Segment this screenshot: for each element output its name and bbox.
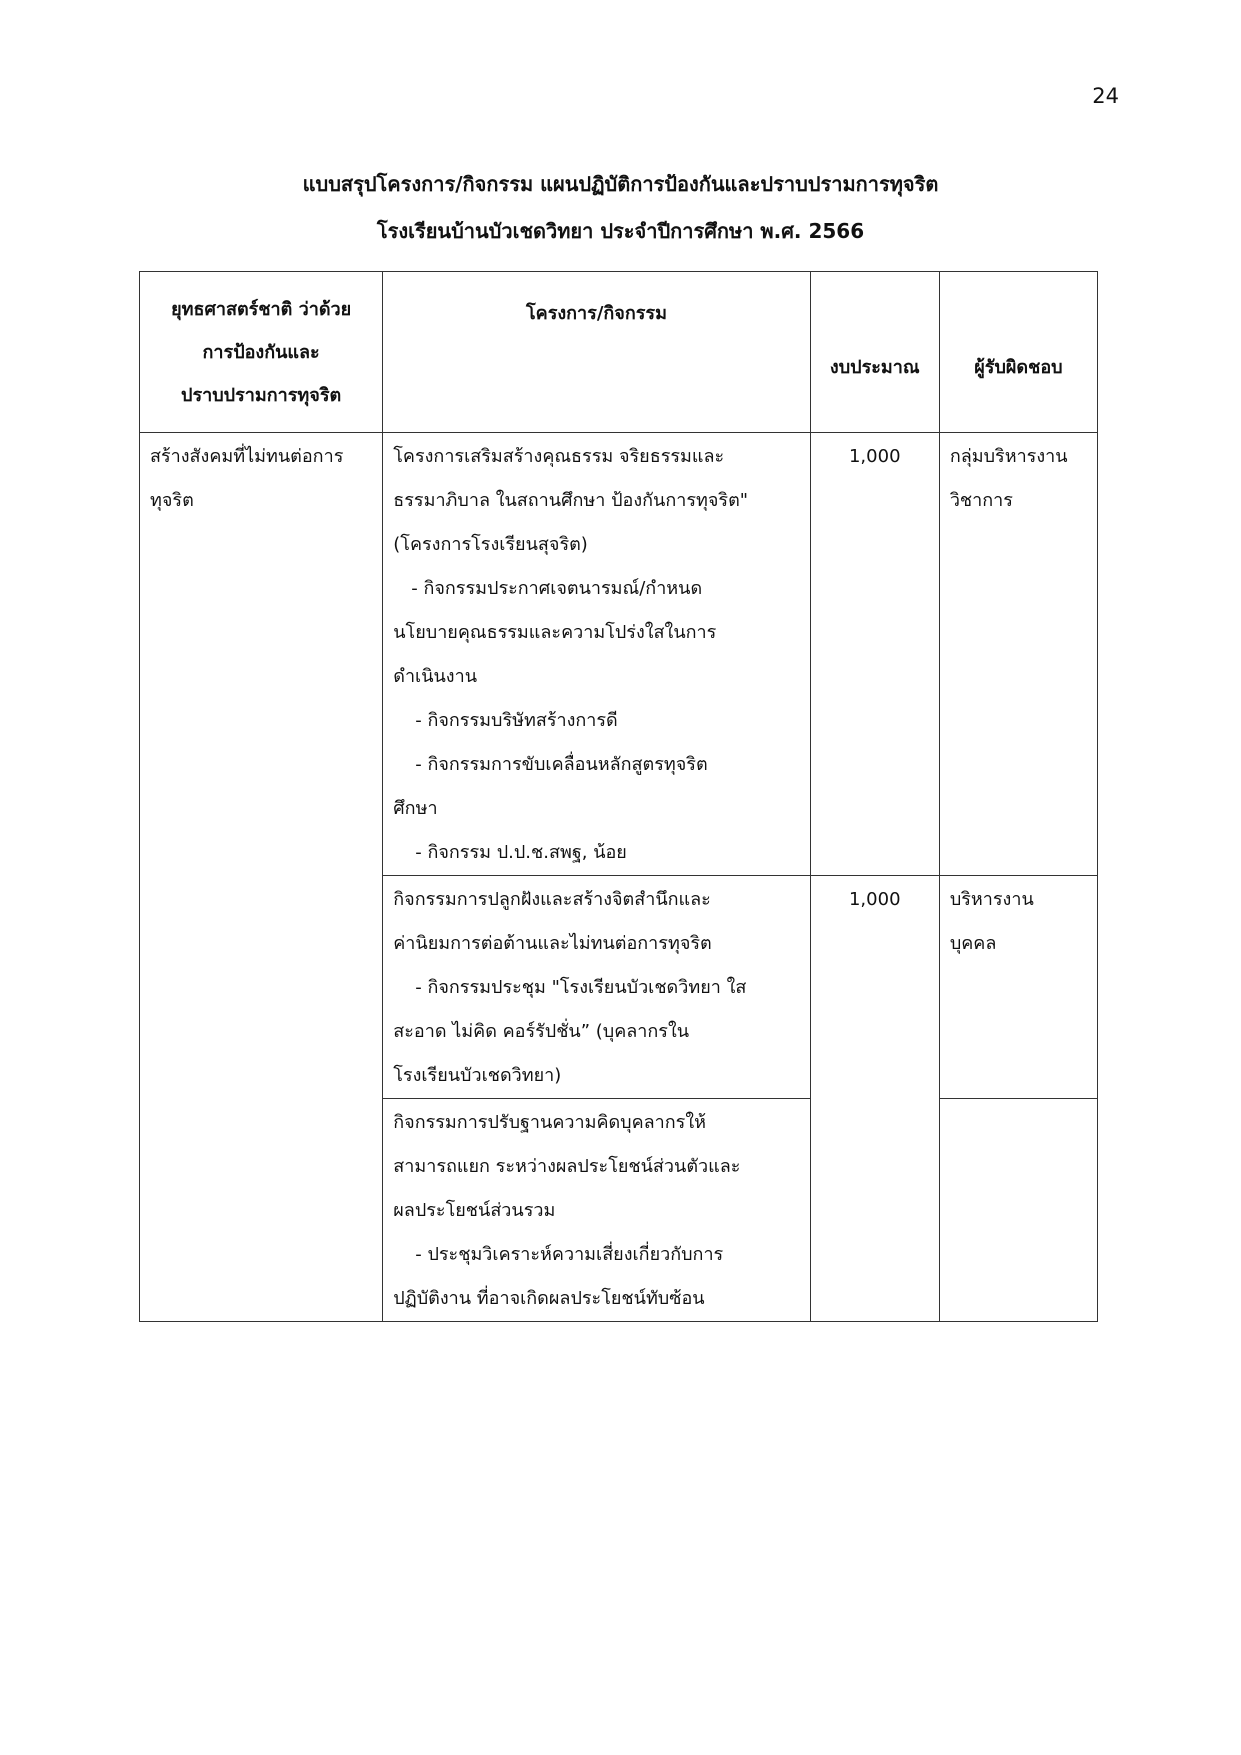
header-responsible — [939, 272, 1097, 433]
header-budget — [810, 272, 939, 433]
header-strategy-line: ปราบปรามการทุจริต — [181, 384, 342, 406]
budget-cell — [810, 433, 939, 876]
budget-cell — [810, 876, 939, 1322]
project-line: ปฏิบัติงาน ที่อาจเกิดผลประโยชน์ทับซ้อน — [393, 1288, 705, 1309]
document-title-line2: โรงเรียนบ้านบัวเชดวิทยา ประจำปีการศึกษา พ.ศ. 2566 — [376, 219, 865, 243]
project-line: กิจกรรมการปรับฐานความคิดบุคลากรให้ — [393, 1112, 707, 1133]
project-line: - ประชุมวิเคราะห์ความเสี่ยงเกี่ยวกับการ — [415, 1244, 724, 1265]
table-header-row — [140, 272, 1098, 433]
project-line: - กิจกรรมประกาศเจตนารมณ์/กำหนด — [411, 578, 703, 599]
strategy-line: สร้างสังคมที่ไม่ทนต่อการ — [150, 446, 344, 467]
project-line: ดำเนินงาน — [393, 666, 478, 687]
project-line: โรงเรียนบัวเชดวิทยา) — [393, 1065, 562, 1086]
strategy-line: ทุจริต — [150, 490, 194, 511]
page-number: 24 — [1092, 84, 1119, 108]
project-line: ธรรมาภิบาล ในสถานศึกษา ป้องกันการทุจริต" — [393, 490, 749, 511]
responsible-line: บริหารงาน — [949, 889, 1034, 910]
responsible-cell — [939, 876, 1097, 1099]
header-strategy-line: ยุทธศาสตร์ชาติ ว่าด้วย — [171, 298, 352, 320]
project-cell — [383, 433, 810, 876]
project-line: - กิจกรรม ป.ป.ช.สพฐ, น้อย — [415, 842, 627, 863]
header-strategy — [140, 272, 383, 433]
project-line: กิจกรรมการปลูกฝังและสร้างจิตสำนึกและ — [393, 889, 711, 910]
responsible-line: กลุ่มบริหารงาน — [949, 446, 1068, 467]
budget-value: 1,000 — [848, 446, 901, 467]
project-line: ศึกษา — [393, 798, 438, 819]
project-line: - กิจกรรมบริษัทสร้างการดี — [415, 710, 618, 731]
project-line: - กิจกรรมประชุม "โรงเรียนบัวเชดวิทยา ใส — [415, 977, 747, 998]
project-line: - กิจกรรมการขับเคลื่อนหลักสูตรทุจริต — [415, 754, 708, 775]
budget-value: 1,000 — [848, 889, 901, 910]
project-cell — [383, 876, 810, 1099]
header-project-label: โครงการ/กิจกรรม — [525, 303, 667, 324]
responsible-cell — [939, 1099, 1097, 1322]
project-line: โครงการเสริมสร้างคุณธรรม จริยธรรมและ — [393, 446, 725, 467]
project-line: นโยบายคุณธรรมและความโปร่งใสในการ — [393, 622, 717, 643]
project-summary-table — [139, 271, 1098, 1322]
strategy-cell — [140, 433, 383, 1322]
header-project — [383, 272, 810, 433]
responsible-line: บุคคล — [949, 933, 997, 954]
document-title-line1: แบบสรุปโครงการ/กิจกรรม แผนปฏิบัติการป้องกันและปราบปรามการทุจริต — [302, 172, 939, 196]
project-line: สามารถแยก ระหว่างผลประโยชน์ส่วนตัวและ — [393, 1156, 741, 1177]
project-cell — [383, 1099, 810, 1322]
header-strategy-line: การป้องกันและ — [202, 341, 320, 363]
project-line: (โครงการโรงเรียนสุจริต) — [393, 534, 588, 555]
header-budget-label: งบประมาณ — [829, 356, 920, 378]
project-line: ค่านิยมการต่อต้านและไม่ทนต่อการทุจริต — [393, 933, 712, 954]
project-line: สะอาด ไม่คิด คอร์รัปชั่น” (บุคลากรใน — [393, 1021, 690, 1042]
project-line: ผลประโยชน์ส่วนรวม — [393, 1200, 556, 1221]
table-row — [140, 433, 1098, 876]
responsible-line: วิชาการ — [949, 490, 1013, 511]
responsible-cell — [939, 433, 1097, 876]
header-responsible-label: ผู้รับผิดชอบ — [974, 356, 1063, 378]
